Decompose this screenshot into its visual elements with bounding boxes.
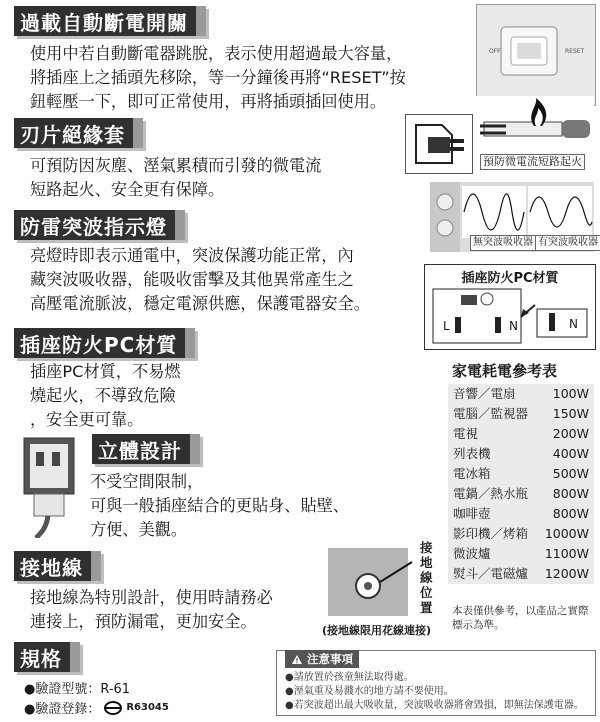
caution-title: 注意事項 [307, 652, 353, 666]
design3d-line-2: 可與一般插座結合的更貼身、貼壁、 [90, 496, 349, 515]
slot-n2-label: N [569, 317, 578, 331]
section-title-ground [14, 551, 101, 581]
overload-line-3: 鈕輕壓一下，即可正常使用，再將插頭插回使用。 [30, 92, 387, 111]
section-title-text: 規格 [20, 646, 62, 671]
appliance-wattage: 150W [552, 406, 589, 421]
design3d-line-3: 方便、美觀。 [90, 520, 188, 539]
power-strip-illustration [16, 432, 82, 538]
design3d-description [90, 470, 349, 542]
fire-plug-illustration [476, 96, 594, 156]
caution-item-1: ●請放置於孩童無法取得處。 [285, 672, 414, 683]
surge-caption-with: 有突波吸收器 [535, 235, 600, 251]
power-strip-photo [16, 432, 82, 538]
overload-line-2: 將插座上之插頭先移除，等一分鐘後再將“RESET”按 [30, 68, 406, 87]
appliance-name: 微波爐 [453, 546, 491, 561]
slot-l-label: L [443, 319, 450, 333]
appliance-wattage: 200W [552, 426, 589, 441]
caution-item-2: ●溼氣重及易濺水的地方請不要使用。 [285, 686, 454, 697]
section-title-text: 過載自動斷電開關 [20, 10, 188, 35]
surge-line-3: 高壓電流脈波，穩定電源供應，保護電器安全。 [30, 294, 370, 313]
appliance-wattage: 400W [552, 446, 589, 461]
blade-description [30, 154, 321, 202]
appliance-name: 電鍋／熱水瓶 [453, 486, 529, 501]
power-table-row [448, 524, 594, 544]
power-table-note-line-1: 本表僅供參考，以產品之實際 [452, 605, 589, 617]
power-table-note [452, 604, 589, 632]
surge-caption-without: 無突波吸收器 [470, 235, 536, 251]
ground-position-vertical-label: 接地線位置 [420, 540, 433, 615]
fireproof-line-1: 插座PC材質，不易燃 [30, 362, 181, 381]
warning-icon [291, 654, 303, 665]
caution-box [276, 650, 596, 716]
section-title-text: 防雷突波指示燈 [20, 214, 167, 239]
ground-caption: (接地線限用花線連接) [322, 624, 432, 637]
surge-line-2: 藏突波吸收器，能吸收雷擊及其他異常產生之 [30, 270, 354, 289]
section-title-text: 插座防火PC材質 [20, 332, 178, 357]
fireproof-outlet-figure [424, 264, 596, 350]
section-title-overload [14, 6, 206, 36]
fireproof-line-2: 燒起火，不導致危險 [30, 386, 176, 405]
section-title-surge [14, 210, 185, 240]
appliance-wattage: 800W [552, 486, 589, 501]
power-table-row [448, 424, 594, 444]
ground-line-1: 接地線為特別設計，使用時請務必 [30, 588, 273, 607]
fireproof-line-3: ，安全更可靠。 [30, 410, 144, 429]
ground-description [30, 586, 273, 634]
outlet-illustration [425, 265, 595, 349]
appliance-name: 電視 [453, 426, 479, 441]
plug-insulation-figure [405, 114, 473, 174]
overload-description [30, 42, 406, 114]
appliance-wattage: 1200W [544, 566, 589, 581]
section-title-spec [14, 642, 80, 672]
section-title-text: 刃片絕緣套 [20, 122, 125, 147]
power-table-row [448, 444, 594, 464]
appliance-name: 熨斗／電磁爐 [453, 566, 529, 581]
power-table-row [448, 484, 594, 504]
appliance-name: 音響／電扇 [453, 386, 516, 401]
appliance-wattage: 800W [552, 506, 589, 521]
power-table-row [448, 544, 594, 564]
power-table-row [448, 464, 594, 484]
blade-line-2: 短路起火、安全更有保障。 [30, 180, 225, 199]
surge-line-1: 亮燈時即表示通電中，突波保護功能正常，內 [30, 246, 354, 265]
appliance-name: 影印機／烤箱 [453, 526, 529, 541]
power-table-row [448, 384, 594, 404]
spec-registration-label: ●驗證登錄： [24, 702, 101, 717]
design3d-line-1: 不受空間限制， [90, 472, 204, 491]
plug-blade-icon [406, 115, 472, 173]
section-title-blade [14, 118, 143, 148]
power-table-rows [448, 384, 594, 584]
power-table [448, 384, 594, 584]
appliance-wattage: 100W [552, 386, 589, 401]
appliance-name: 咖啡壺 [453, 506, 491, 521]
blade-line-1: 可預防因灰塵、溼氣累積而引發的微電流 [30, 156, 322, 175]
surge-description [30, 244, 370, 316]
svg-text:RESET: RESET [565, 48, 585, 55]
power-table-row [448, 504, 594, 524]
ground-line-2: 連接上，預防漏電，更加安全。 [30, 612, 257, 631]
power-table-row [448, 404, 594, 424]
fireproof-figure-title: 插座防火PC材質 [461, 271, 559, 286]
ground-wire-illustration [326, 542, 418, 620]
caution-list [285, 671, 584, 713]
overload-line-1: 使用中若自動斷電器跳脫，表示使用超過最大容量， [30, 44, 403, 63]
power-table-note-line-2: 標示為準。 [452, 619, 505, 631]
caution-header [285, 650, 359, 668]
blade-caption: 預防微電流短路起火 [480, 154, 585, 170]
section-title-fireproof [14, 328, 195, 358]
section-title-text: 接地線 [20, 555, 83, 580]
fire-plug-figure [476, 96, 594, 156]
appliance-name: 電冰箱 [453, 466, 491, 481]
power-table-title: 家電耗電參考表 [452, 362, 558, 380]
appliance-wattage: 1000W [544, 526, 589, 541]
caution-item-3: ●若突波超出最大吸收量，突波吸收器將會毀損，即無法保護電器。 [285, 700, 584, 711]
reset-switch-illustration [477, 5, 595, 105]
bsmi-mark-icon [104, 701, 122, 715]
appliance-name: 電腦／監視器 [453, 406, 529, 421]
spec-registration-code: R63045 [126, 702, 169, 713]
appliance-name: 列表機 [453, 446, 491, 461]
power-table-row [448, 564, 594, 584]
svg-text:OFF: OFF [489, 48, 501, 55]
appliance-wattage: 1100W [544, 546, 589, 561]
section-title-3d [92, 434, 200, 464]
spec-registration [24, 698, 169, 717]
section-title-text: 立體設計 [98, 438, 182, 463]
ground-wire-figure [326, 542, 418, 620]
slot-n-label: N [509, 319, 518, 333]
reset-switch-photo [476, 4, 596, 106]
appliance-wattage: 500W [552, 466, 589, 481]
fireproof-description [30, 360, 181, 432]
spec-model: ●驗證型號：R-61 [24, 682, 131, 697]
